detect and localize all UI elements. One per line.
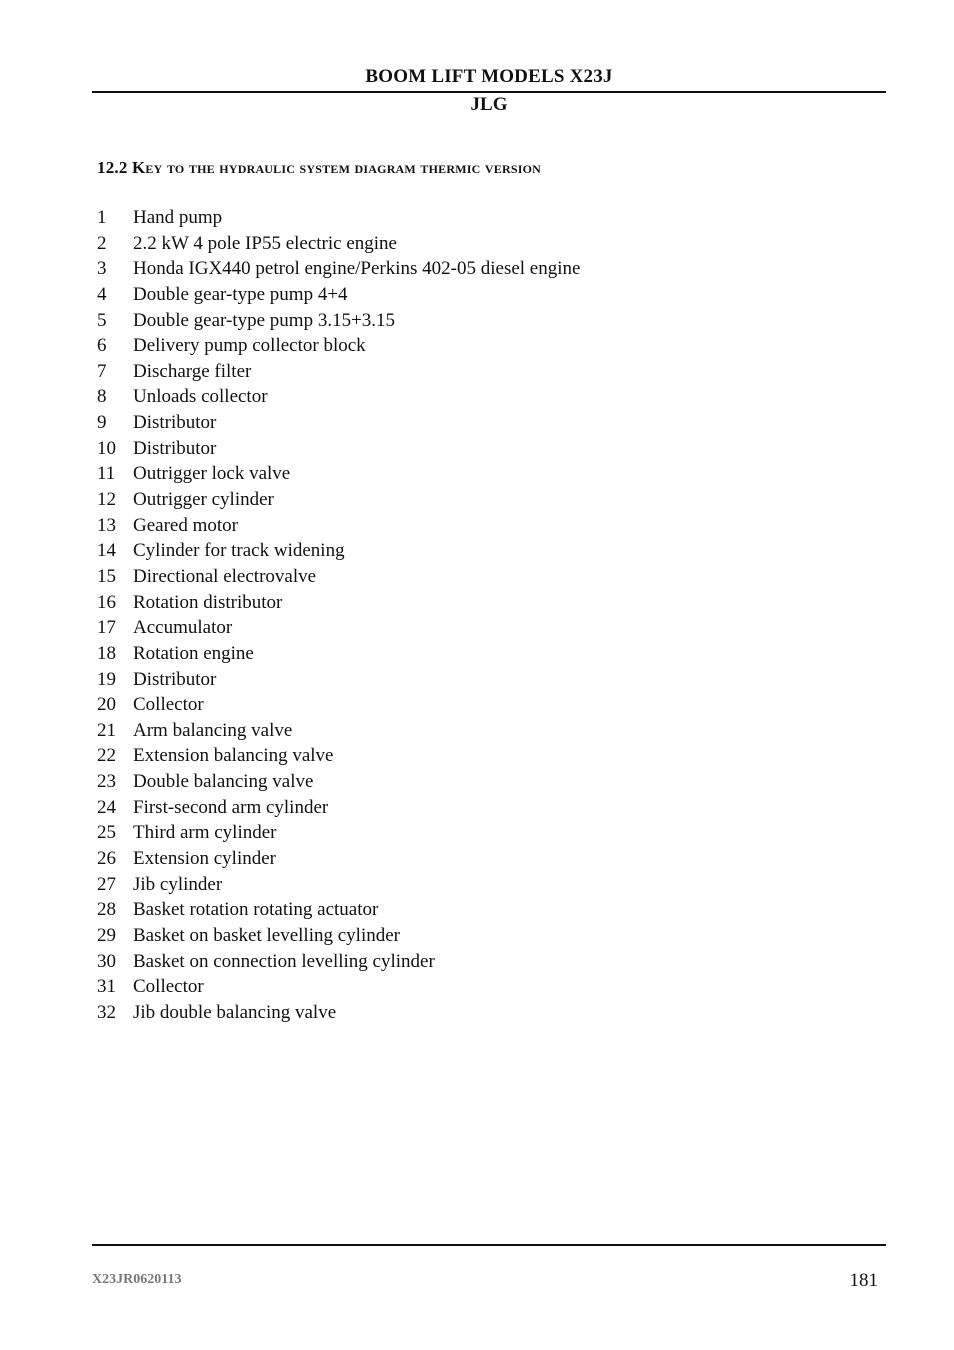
key-item [97, 641, 580, 667]
key-item [97, 923, 580, 949]
key-item-number: 22 [97, 745, 116, 767]
key-item [97, 795, 580, 821]
key-item-label: Double balancing valve [133, 771, 314, 793]
key-item-label: Rotation distributor [133, 591, 283, 613]
key-item-label: Collector [133, 694, 204, 716]
key-item [97, 410, 580, 436]
key-item-label: Distributor [133, 437, 217, 459]
key-item-label: Rotation engine [133, 642, 254, 664]
key-item-number: 10 [97, 437, 116, 459]
key-item [97, 949, 580, 975]
key-item-number: 20 [97, 694, 116, 716]
key-item-number: 25 [97, 822, 116, 844]
key-item-number: 4 [97, 283, 107, 305]
key-item [97, 461, 580, 487]
key-item-label: Discharge filter [133, 360, 252, 382]
document-code: X23JR0620113 [92, 1272, 182, 1287]
key-item-label: Third arm cylinder [133, 822, 277, 844]
key-item [97, 974, 580, 1000]
key-item-number: 14 [97, 540, 116, 562]
key-item [97, 564, 580, 590]
key-item-label: Outrigger lock valve [133, 463, 291, 485]
key-item [97, 282, 580, 308]
section-heading: 12.2 Key to the hydraulic system diagram thermic version [97, 158, 542, 177]
key-item [97, 897, 580, 923]
key-item [97, 743, 580, 769]
key-item-label: Double gear-type pump 4+4 [133, 283, 348, 305]
key-item [97, 615, 580, 641]
key-item-label: Distributor [133, 668, 217, 690]
key-item-number: 1 [97, 207, 107, 228]
key-item-label: Distributor [133, 412, 217, 434]
key-item-number: 32 [97, 1001, 116, 1023]
key-item-label: Unloads collector [133, 386, 268, 408]
key-item [97, 513, 580, 539]
key-item-label: First-second arm cylinder [133, 796, 329, 818]
key-item-number: 23 [97, 771, 116, 793]
key-item [97, 872, 580, 898]
key-item-label: Geared motor [133, 514, 238, 536]
key-item-number: 8 [97, 386, 107, 408]
key-item-label: Extension balancing valve [133, 745, 334, 767]
key-item-number: 19 [97, 668, 116, 690]
key-item-number: 11 [97, 463, 116, 485]
key-item-number: 12 [97, 489, 116, 511]
key-item-number: 29 [97, 924, 116, 946]
key-item-number: 21 [97, 719, 116, 741]
key-item-number: 13 [97, 514, 116, 536]
key-item-label: Delivery pump collector block [133, 335, 366, 357]
key-item [97, 692, 580, 718]
key-item-number: 5 [97, 309, 107, 331]
key-item-number: 6 [97, 335, 107, 357]
key-item [97, 718, 580, 744]
key-item-label: Basket on basket levelling cylinder [133, 924, 400, 946]
key-item [97, 846, 580, 872]
key-item [97, 333, 580, 359]
key-item-number: 18 [97, 642, 116, 664]
key-item-label: Accumulator [133, 617, 233, 639]
key-item [97, 487, 580, 513]
header-divider [92, 91, 886, 93]
key-item-number: 28 [97, 899, 116, 921]
key-item-number: 27 [97, 873, 116, 895]
header-brand: JLG [470, 94, 508, 115]
key-item-label: Basket rotation rotating actuator [133, 899, 379, 921]
footer-divider [92, 1244, 886, 1246]
key-item-number: 31 [97, 976, 116, 998]
key-item [97, 769, 580, 795]
key-item-label: Cylinder for track widening [133, 540, 345, 562]
key-item-label: Double gear-type pump 3.15+3.15 [133, 309, 396, 331]
key-item [97, 308, 580, 334]
key-item-label: Hand pump [133, 207, 223, 228]
key-item [97, 231, 580, 257]
key-item-label: Jib double balancing valve [133, 1001, 337, 1023]
key-item-number: 24 [97, 796, 116, 818]
key-item [97, 384, 580, 410]
key-item-number: 15 [97, 565, 116, 587]
key-item-number: 2 [97, 232, 107, 254]
key-item-label: Collector [133, 976, 204, 998]
key-item-number: 9 [97, 412, 107, 434]
key-item-label: Directional electrovalve [133, 565, 317, 587]
key-item-label: Jib cylinder [133, 873, 223, 895]
key-item [97, 359, 580, 385]
key-item-label: Extension cylinder [133, 848, 276, 870]
key-item-label: Basket on connection levelling cylinder [133, 950, 435, 972]
key-item-number: 26 [97, 848, 116, 870]
key-item-label: 2.2 kW 4 pole IP55 electric engine [133, 232, 397, 254]
key-item-label: Honda IGX440 petrol engine/Perkins 402-05 diesel engine [133, 258, 581, 280]
key-item [97, 590, 580, 616]
key-item-number: 30 [97, 950, 116, 972]
key-item [97, 667, 580, 693]
key-item [97, 256, 580, 282]
key-list [97, 205, 580, 1026]
key-item [97, 538, 580, 564]
key-item [97, 205, 580, 231]
key-item-number: 7 [97, 360, 107, 382]
header-title: BOOM LIFT MODELS X23J [365, 66, 613, 87]
key-item-number: 16 [97, 591, 116, 613]
key-item [97, 820, 580, 846]
key-item-label: Arm balancing valve [133, 719, 293, 741]
key-item-number: 17 [97, 617, 116, 639]
page-number: 181 [849, 1270, 878, 1291]
key-item [97, 436, 580, 462]
key-item [97, 1000, 580, 1026]
key-item-number: 3 [97, 258, 107, 280]
key-item-label: Outrigger cylinder [133, 489, 274, 511]
